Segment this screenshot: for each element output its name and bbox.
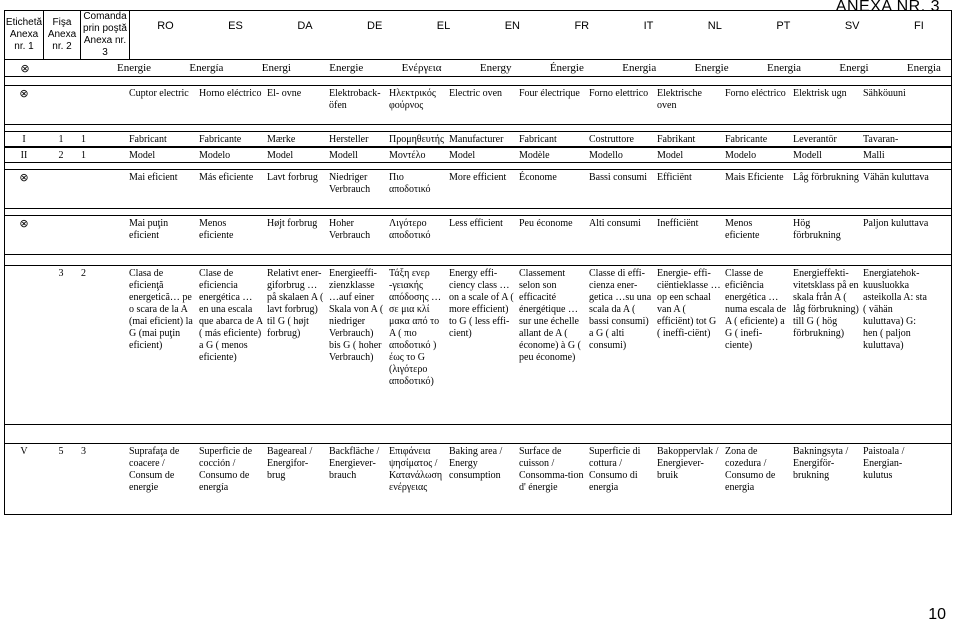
language-code: FR: [574, 20, 590, 32]
translation-cell: Modelo: [725, 150, 757, 161]
translation-cell: Vähän kuluttava: [863, 172, 929, 183]
translation-cell: Clasa de eficienţă energetică… pe o scara de la A (mai eficient) la G (mai puţin eficient): [129, 268, 193, 351]
language-code: SV: [844, 20, 860, 32]
translation-cell: Classe de eficiência energética … numa escala de A ( eficiente) a G ( inefi-ciente): [725, 268, 787, 351]
roman-numeral: V: [20, 446, 28, 457]
table-body: [4, 77, 952, 515]
translation-cell: Inefficiënt: [657, 218, 699, 229]
translation-cell: Modell: [329, 150, 358, 161]
translation-cell: Hoher Verbrauch: [329, 218, 371, 241]
translation-cell: Electric oven: [449, 88, 503, 99]
table-row: [4, 85, 952, 125]
energy-words: [45, 62, 951, 74]
translation-cell: Más eficiente: [199, 172, 254, 183]
energy-word: Energie: [329, 62, 364, 74]
translation-cell: Forno eléctrico: [725, 88, 786, 99]
translation-cell: Tavaran-: [863, 134, 899, 145]
translation-cell: Surface de cuisson / Consomma-tion d' énergie: [519, 446, 584, 493]
sheet-ref: 1: [58, 134, 64, 145]
translation-cell: Energy effi-ciency class …on a scale of A ( more efficient) to G ( less effi-cient): [449, 268, 514, 339]
translation-cell: Manufacturer: [449, 134, 504, 145]
translation-cell: Μοντέλο: [389, 150, 426, 161]
language-code: FI: [913, 20, 924, 32]
translation-cell: Bakoppervlak / Energiever-bruik: [657, 446, 719, 481]
translation-cell: Bassi consumi: [589, 172, 648, 183]
sheet-ref: [43, 170, 79, 208]
header-label-annex: Etichetă Anexa nr. 1: [5, 11, 44, 59]
translation-cell: Mai puţin eficient: [129, 218, 169, 241]
translation-cell: Fabricante: [725, 134, 768, 145]
translation-cell: Relativt ener-giforbrug … på skalaen A ( lavt forbrug) til G ( højt forbrug): [267, 268, 324, 339]
energy-label-table: [4, 10, 952, 515]
translation-cell: Ηλεκτρικός φούρνος: [389, 88, 436, 111]
translation-cell: Modèle: [519, 150, 550, 161]
translation-cell: Costruttore: [589, 134, 634, 145]
row-spacer: [4, 425, 952, 443]
translation-cell: Classement selon son efficacité énergétique …sur une échelle allant de A ( économe) à G ( peu économe): [519, 268, 581, 363]
translation-cell: More efficient: [449, 172, 507, 183]
table-row: [4, 265, 952, 425]
energy-symbol-icon: ⊗: [19, 87, 29, 100]
translation-cell: Malli: [863, 150, 885, 161]
translation-cell: Hög förbrukning: [793, 218, 841, 241]
energy-symbol-icon: ⊗: [19, 217, 29, 230]
order-ref: [79, 170, 127, 208]
translation-cell: Lavt forbrug: [267, 172, 318, 183]
order-ref: 1: [81, 150, 86, 161]
translation-cell: Model: [449, 150, 476, 161]
translation-cell: Superficie di cottura / Consumo di energia: [589, 446, 641, 493]
translation-cell: Niedriger Verbrauch: [329, 172, 371, 195]
translation-cell: Προμηθευτής: [389, 134, 444, 145]
language-code: NL: [707, 20, 722, 32]
energy-word: Énergie: [549, 62, 584, 74]
translation-cell: Energieeffi-zienzklasse …auf einer Skala von A ( niedriger Verbrauch) bis G ( hoher Verbrauch): [329, 268, 384, 363]
translation-cell: Leverantör: [793, 134, 837, 145]
translation-cell: Hersteller: [329, 134, 369, 145]
translation-cell: Fabricante: [199, 134, 242, 145]
translation-cell: Mærke: [267, 134, 296, 145]
order-ref: [79, 86, 127, 124]
language-code: DE: [367, 20, 383, 32]
language-code: IT: [643, 20, 654, 32]
translation-cell: Paistoala / Energian-kulutus: [863, 446, 905, 481]
sheet-ref: [43, 216, 79, 254]
translation-cell: Économe: [519, 172, 557, 183]
translation-cell: Model: [267, 150, 294, 161]
translation-cell: Elektrisk ugn: [793, 88, 847, 99]
row-spacer: [4, 77, 952, 85]
translation-cell: Superficie de cocción / Consumo de energía: [199, 446, 253, 493]
translation-cell: Four électrique: [519, 88, 580, 99]
translation-cell: Menos eficiente: [199, 218, 234, 241]
translation-cell: Energie- effi-ciëntieklasse …op een schaal van A ( efficiënt) tot G ( ineffi-ciënt): [657, 268, 721, 339]
sheet-ref: 2: [58, 150, 64, 161]
translation-cell: Τάξη ενερ -γειακής απόδοσης … σε μια κλί μακα από το A ( πιο αποδοτικό ) έως το G (λιγότερο αποδοτικό): [389, 268, 442, 387]
language-code: DA: [297, 20, 313, 32]
energy-word: Energi: [261, 62, 291, 74]
translation-cell: Bakningsyta / Energiför-brukning: [793, 446, 849, 481]
translation-cell: Alti consumi: [589, 218, 641, 229]
translation-cell: Λιγότερο αποδοτικό: [389, 218, 431, 241]
energy-word: Energia: [622, 62, 657, 74]
energy-word: Energi: [839, 62, 869, 74]
translation-cell: Πιο αποδοτικό: [389, 172, 431, 195]
energy-word: Energia: [767, 62, 802, 74]
translation-cell: Mais Eficiente: [725, 172, 784, 183]
sheet-ref: 5: [58, 446, 64, 457]
energy-word: Energía: [189, 62, 224, 74]
translation-cell: Energieffekti-vitetsklass på en skala från A ( låg förbrukning) till G ( hög förbrukning): [793, 268, 859, 339]
energy-row: [4, 60, 952, 77]
translation-cell: Model: [129, 150, 156, 161]
energy-symbol-icon: ⊗: [19, 171, 29, 184]
translation-cell: Låg förbrukning: [793, 172, 859, 183]
translation-cell: Fabrikant: [657, 134, 696, 145]
row-spacer: [4, 255, 952, 265]
translation-cell: Bageareal / Energifor-brug: [267, 446, 313, 481]
page-number: 10: [928, 606, 946, 623]
roman-numeral: II: [20, 150, 28, 161]
translation-cell: Fabricant: [519, 134, 557, 145]
language-code: ES: [228, 20, 243, 32]
energy-word: Energie: [117, 62, 152, 74]
translation-cell: Menos eficiente: [725, 218, 760, 241]
energy-word: Energie: [694, 62, 729, 74]
table-row: [4, 169, 952, 209]
language-code: PT: [776, 20, 791, 32]
translation-cell: Elektroback-öfen: [329, 88, 381, 111]
translation-cell: Backfläche / Energiever-brauch: [329, 446, 380, 481]
translation-cell: Modell: [793, 150, 822, 161]
table-row: [4, 215, 952, 255]
sheet-ref: [43, 86, 79, 124]
translation-cell: Mai eficient: [129, 172, 178, 183]
translation-cell: Højt forbrug: [267, 218, 318, 229]
table-row: [4, 147, 952, 163]
translation-cell: Clase de eficiencia energética … en una escala que abarca de A ( más eficiente) a G ( menos eficiente): [199, 268, 263, 363]
language-codes-row: [130, 11, 951, 41]
translation-cell: Less efficient: [449, 218, 503, 229]
order-ref: 2: [81, 268, 86, 279]
order-ref: 1: [81, 134, 86, 145]
translation-cell: Modello: [589, 150, 623, 161]
table-header: [4, 10, 952, 60]
translation-cell: Επιφάνεια ψησίματος / Κατανάλωση ενέργειας: [389, 446, 443, 493]
energy-symbol-icon: ⊗: [20, 61, 30, 75]
order-ref: [79, 216, 127, 254]
translation-cell: El- ovne: [267, 88, 302, 99]
sheet-ref: 3: [58, 268, 64, 279]
translation-cell: Suprafaţa de coacere / Consum de energie: [129, 446, 180, 493]
energy-word: Energia: [906, 62, 941, 74]
energy-word: Ενέργεια: [401, 62, 442, 74]
translation-cell: Classe di effi-cienza ener-getica …su una scala da A ( bassi consumi) a G ( alti consumi): [589, 268, 652, 351]
header-languages: [130, 11, 951, 59]
translation-cell: Efficiënt: [657, 172, 692, 183]
translation-cell: Baking area / Energy consumption: [449, 446, 503, 481]
translation-cell: Peu économe: [519, 218, 573, 229]
translation-cell: Horno eléctrico: [199, 88, 262, 99]
annex-title: ANEXA NR. 3: [835, 0, 940, 15]
translation-cell: Cuptor electric: [129, 88, 189, 99]
language-code: RO: [157, 20, 174, 32]
header-sheet-annex: Fişa Anexa nr. 2: [44, 11, 81, 59]
roman-numeral: I: [22, 134, 26, 145]
translation-cell: Sähköuuni: [863, 88, 906, 99]
translation-cell: Zona de cozedura / Consumo de energia: [725, 446, 776, 493]
translation-cell: Elektrische oven: [657, 88, 702, 111]
roman-numeral: [5, 266, 43, 424]
translation-cell: Fabricant: [129, 134, 167, 145]
header-mail-order-annex: Comanda prin poştă Anexa nr. 3: [81, 11, 130, 59]
table-row: [4, 131, 952, 147]
translation-cell: Model: [657, 150, 684, 161]
translation-cell: Paljon kuluttava: [863, 218, 929, 229]
energy-word: Energy: [479, 62, 512, 74]
table-row: [4, 443, 952, 515]
language-code: EN: [504, 20, 520, 32]
translation-cell: Modelo: [199, 150, 231, 161]
order-ref: 3: [81, 446, 86, 457]
language-code: EL: [436, 20, 451, 32]
translation-cell: Forno elettrico: [589, 88, 649, 99]
translation-cell: Energiatehok-kuusluokka asteikolla A: sta ( vähän kuluttava) G: hen ( paljon kuluttava): [863, 268, 927, 351]
